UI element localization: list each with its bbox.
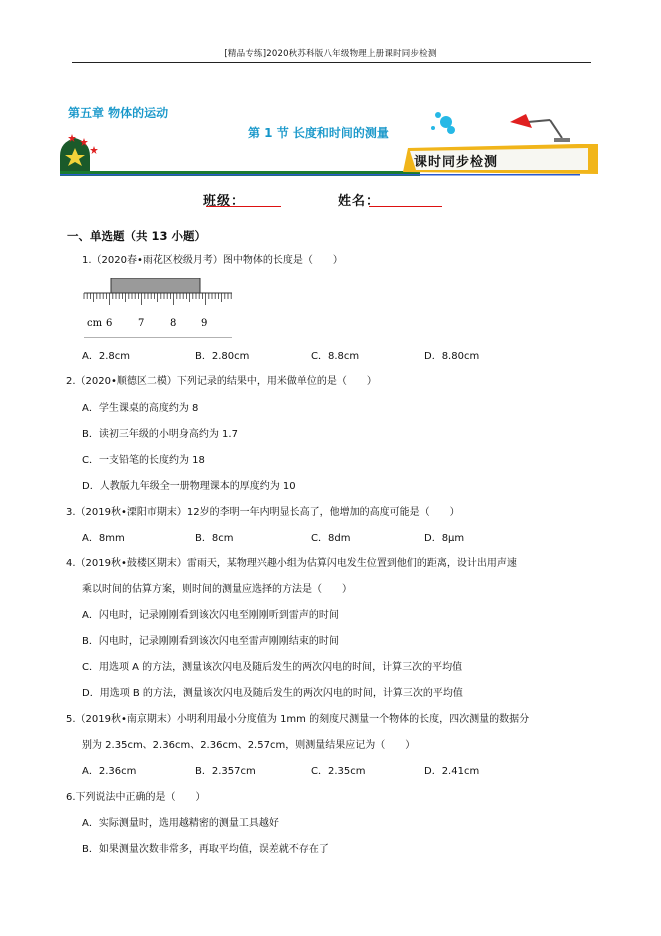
ruler-tick-label: 6 [106,318,113,329]
q3-option-a[interactable]: A．8mm [82,533,125,544]
question-3-stem: 3.（2019秋•溧阳市期末）12岁的李明一年内明显长高了，他增加的高度可能是（ ） [66,507,460,518]
question-1-stem: 1.（2020春•雨花区校级月考）图中物体的长度是（ ） [82,255,343,266]
q1-option-c[interactable]: C．8.8cm [311,351,360,362]
q4-option-a[interactable]: A．闪电时，记录刚刚看到该次闪电至刚刚听到雷声的时间 [82,610,339,621]
q3-option-d[interactable]: D．8μm [424,533,465,544]
q3-option-c[interactable]: C．8dm [311,533,351,544]
q1-option-a[interactable]: A．2.8cm [82,351,130,362]
q1-option-b[interactable]: B．2.80cm [195,351,250,362]
q5-option-c[interactable]: C．2.35cm [311,766,366,777]
q4-option-c[interactable]: C．用选项 A 的方法，测量该次闪电及随后发生的两次闪电的时间，计算三次的平均值 [82,662,463,673]
q2-option-c[interactable]: C．一支铅笔的长度约为 18 [82,455,205,466]
q3-option-b[interactable]: B．8cm [195,533,234,544]
question-5-stem: 5.（2019秋•南京期末）小明利用最小分度值为 1mm 的刻度尺测量一个物体的长度，四次测量的数据分 [66,714,530,725]
q5-option-d[interactable]: D．2.41cm [424,766,480,777]
ruler-tick-label: 7 [138,318,145,329]
question-2-stem: 2.（2020•顺德区二模）下列记录的结果中，用米做单位的是（ ） [66,376,377,387]
ruler-unit-label: cm [87,318,103,329]
header-rule [72,62,591,63]
q4-option-d[interactable]: D．用选项 B 的方法，测量该次闪电及随后发生的两次闪电的时间，计算三次的平均值 [82,688,463,699]
q4-option-b[interactable]: B．闪电时，记录刚刚看到该次闪电至雷声刚刚结束的时间 [82,636,339,647]
name-label: 姓名： [338,194,381,209]
question-section-title: 一、单选题（共 13 小题） [67,229,207,243]
name-blank[interactable] [369,206,442,207]
ruler-tick-label: 9 [201,318,208,329]
question-5-stem-continued: 别为 2.35cm、2.36cm、2.36cm、2.57cm，则测量结果应记为（ ） [82,740,416,751]
q5-option-a[interactable]: A．2.36cm [82,766,137,777]
q5-option-b[interactable]: B．2.357cm [195,766,256,777]
small-star-icon [90,146,98,154]
question-4-stem: 4.（2019秋•鼓楼区期末）雷雨天，某物理兴趣小组为估算闪电发生位置到他们的距离，设计出用声速 [66,558,517,569]
class-blank[interactable] [206,206,281,207]
q6-option-a[interactable]: A．实际测量时，选用越精密的测量工具越好 [82,818,279,829]
lamp-icon [510,114,532,128]
question-6-stem: 6.下列说法中正确的是（ ） [66,792,206,803]
q2-option-d[interactable]: D．人教版九年级全一册物理课本的厚度约为 10 [82,481,296,492]
q1-option-d[interactable]: D．8.80cm [424,351,480,362]
question-4-stem-continued: 乘以时间的估算方案，则时间的测量应选择的方法是（ ） [82,584,352,595]
badge-label: 课时同步检测 [414,155,499,170]
q6-option-b[interactable]: B．如果测量次数非常多，再取平均值，误差就不存在了 [82,844,329,855]
ruler-figure [80,278,240,338]
class-label: 班级： [203,194,246,209]
page-header: [精品专练]2020秋苏科版八年级物理上册课时同步检测 [224,49,437,59]
q2-option-a[interactable]: A．学生课桌的高度约为 8 [82,403,199,414]
q2-option-b[interactable]: B．读初三年级的小明身高约为 1.7 [82,429,238,440]
chapter-title: 第五章 物体的运动 [68,106,169,120]
measured-object [111,278,200,293]
section-title: 第 1 节 长度和时间的测量 [248,126,389,140]
ruler-tick-label: 8 [170,318,177,329]
